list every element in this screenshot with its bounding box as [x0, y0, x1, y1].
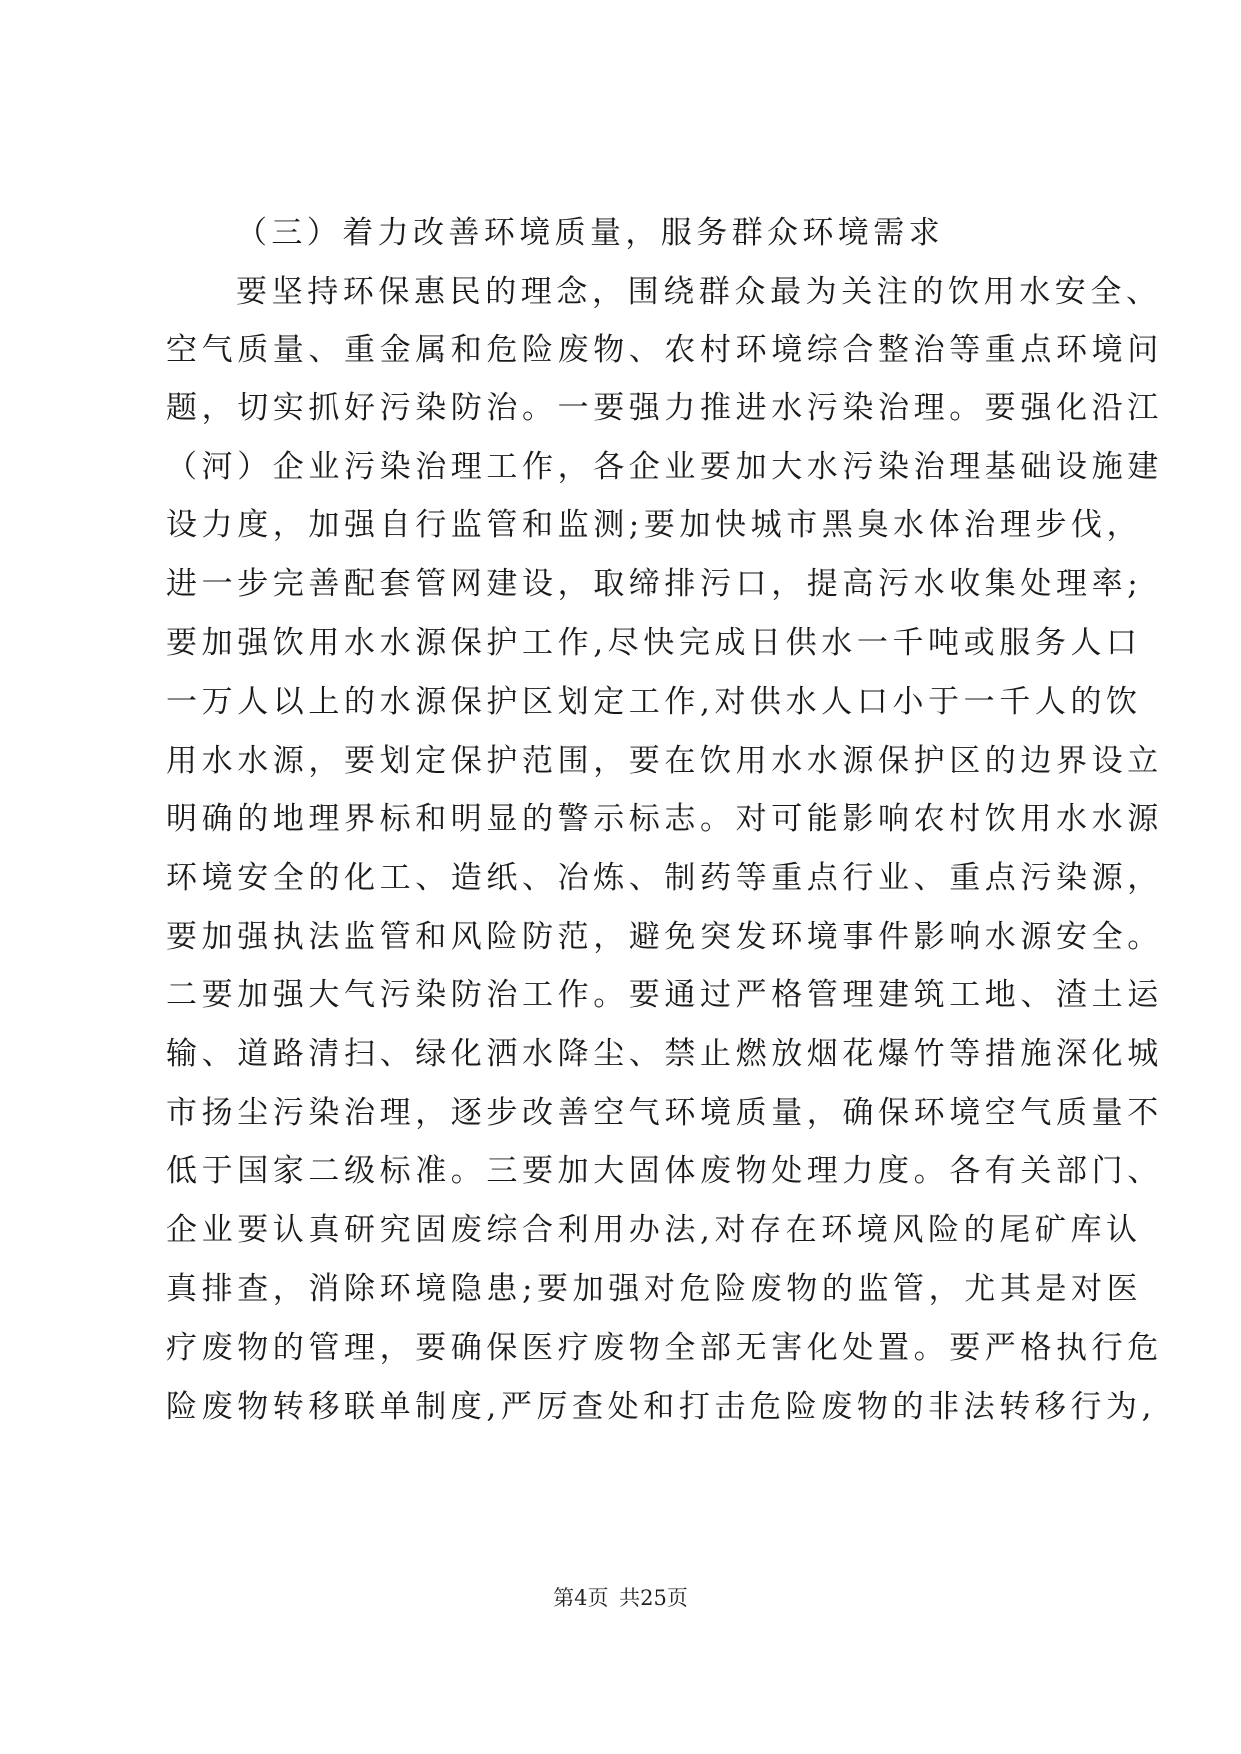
paragraph-line: 用水水源，要划定保护范围，要在饮用水水源保护区的边界设立 — [166, 743, 1163, 779]
paragraph-line: 明确的地理界标和明显的警示标志。对可能影响农村饮用水水源 — [166, 801, 1163, 837]
paragraph-line: 险废物转移联单制度,严厉查处和打击危险废物的非法转移行为, — [166, 1389, 1157, 1425]
paragraph-line: 进一步完善配套管网建设，取缔排污口，提高污水收集处理率; — [166, 566, 1143, 602]
paragraph-line: 市扬尘污染治理，逐步改善空气环境质量，确保环境空气质量不 — [166, 1095, 1163, 1131]
page-footer — [0, 1583, 1241, 1613]
paragraph-line: 一万人以上的水源保护区划定工作,对供水人口小于一千人的饮 — [166, 684, 1142, 720]
paragraph-line: 输、道路清扫、绿化洒水降尘、禁止燃放烟花爆竹等措施深化城 — [166, 1036, 1163, 1072]
page-number: 第4页 — [553, 1586, 609, 1610]
paragraph-line: 要坚持环保惠民的理念，围绕群众最为关注的饮用水安全、 — [236, 274, 1162, 310]
paragraph-line: 真排查，消除环境隐患;要加强对危险废物的监管，尤其是对医 — [166, 1271, 1143, 1307]
paragraph-line: 设力度，加强自行监管和监测;要加快城市黑臭水体治理步伐， — [166, 507, 1143, 543]
section-heading: （三）着力改善环境质量，服务群众环境需求 — [236, 215, 944, 251]
paragraph-line: 低于国家二级标准。三要加大固体废物处理力度。各有关部门、 — [166, 1153, 1163, 1189]
page-total: 共25页 — [619, 1586, 688, 1610]
paragraph-line: 二要加强大气污染防治工作。要通过严格管理建筑工地、渣土运 — [166, 977, 1163, 1013]
paragraph-line: 题，切实抓好污染防治。一要强力推进水污染治理。要强化沿江 — [166, 390, 1163, 426]
paragraph-line: 要加强饮用水水源保护工作,尽快完成日供水一千吨或服务人口 — [166, 625, 1142, 661]
paragraph-line: 要加强执法监管和风险防范，避免突发环境事件影响水源安全。 — [166, 919, 1163, 955]
paragraph-line: 环境安全的化工、造纸、冶炼、制药等重点行业、重点污染源， — [166, 860, 1163, 896]
paragraph-line: （河）企业污染治理工作，各企业要加大水污染治理基础设施建 — [166, 449, 1163, 485]
paragraph-line: 空气质量、重金属和危险废物、农村环境综合整治等重点环境问 — [166, 332, 1163, 368]
paragraph-line: 疗废物的管理，要确保医疗废物全部无害化处置。要严格执行危 — [166, 1330, 1163, 1366]
paragraph-line: 企业要认真研究固废综合利用办法,对存在环境风险的尾矿库认 — [166, 1212, 1142, 1248]
